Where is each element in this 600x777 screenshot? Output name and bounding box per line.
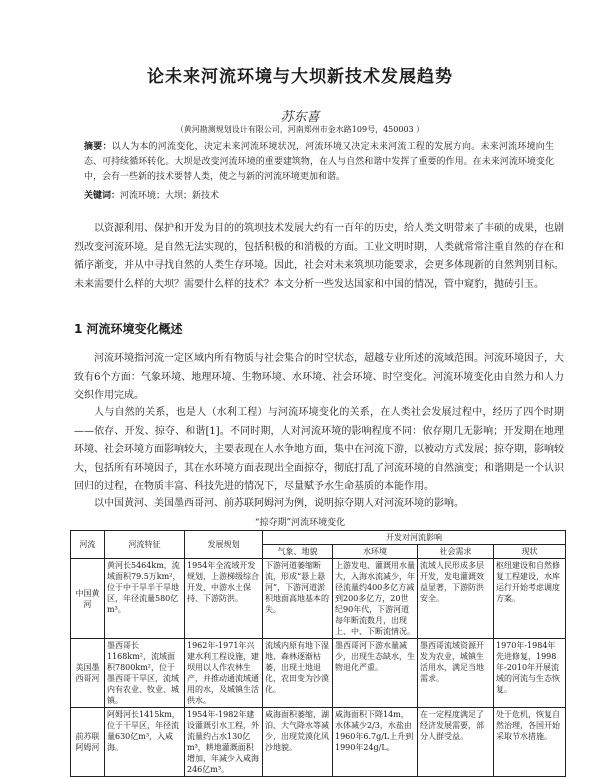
keywords-text: 河流环境；大坝；新技术 xyxy=(120,191,220,201)
table-caption: “掠夺期”河流环境变化 xyxy=(254,518,346,528)
cell-development: 1954年全流域开发规划，上游梯级综合开发、中游水土保持、下游防洪。 xyxy=(185,559,263,639)
cell-social: 流域人民形成多层开发，发电灌溉效益显著，下游防洪安全。 xyxy=(418,559,494,639)
cell-social: 在一定程度满足了经济发展需要，部分人群受益。 xyxy=(418,708,494,777)
cell-water: 上游发电、灌溉用水量大，入海水流减少，年径流量约400多亿方减到200多亿方，20世纪90年代，下游河道每年断流数月，出现上、中、下断流情况。 xyxy=(333,559,418,639)
cell-river: 中国黄河 xyxy=(71,559,105,639)
cell-social: 墨西哥流域资源开发为农业，城镇生活用水，满足当地需求。 xyxy=(418,639,494,708)
cell-water: 墨西哥河下游水量减少，出现生态缺水，生物退化严重。 xyxy=(333,639,418,708)
table-row xyxy=(71,639,566,708)
intro-paragraph: 以资源利用、保护和开发为目的的筑坝技术发展大约有一百年的历史，给人类文明带来了丰硕的成果，也剧烈改变河流环境。是自然无法实现的，包括积极的和消极的方面。工业文明时期，人类就常常注重自然的存在和循序渐变，并从中寻找自然的人类生存环境。因此，社会对未来筑坝功能要求，会更多体现新的自然判别目标。未来需要什么样的大坝？需要什么样的技术？本文分析一些发达国家和中国的情况，管中窥豹，抛砖引玉。 xyxy=(74,223,564,290)
cell-water: 咸海面积下降14m，水体减少2/3，水盐由1960年6.7g/L上升到1990年24g/L。 xyxy=(333,708,418,777)
header-impact-group: 开发对河流影响 xyxy=(263,531,566,545)
header-climate: 气象、地貌 xyxy=(263,545,333,559)
cell-features: 阿姆河长1415km，位于干旱区，年径流量630亿m³，入咸海。 xyxy=(105,708,185,777)
river-environment-table xyxy=(70,530,565,777)
cell-features: 黄河长5464km，流域面积79.5万km²，位于中干旱半干旱地区，年径流量580亿m³。 xyxy=(105,559,185,639)
header-social: 社会需求 xyxy=(418,545,494,559)
cell-development: 1954年-1982年建设灌溉引水工程，外流量约占水130亿m³，耕地灌溉面积增加，年减少入咸海246亿m³。 xyxy=(185,708,263,777)
section-paragraph-2: 人与自然的关系，也是人（水利工程）与河流环境变化的关系，在人类社会发展过程中，经历了四个时期——依存、开发、掠夺、和谐[1]。不同时期，人对河流环境的影响程度不同：依存期几无影响；开发期在地理环境、社会环境方面影响较大，主要表现在人水争地方面，集中在河流下游，以被动方式发展；掠夺期，影响较大，包括所有环境因子，其在水环境方面表现出全面掠夺，彻底打乱了河流环境的自然演变；和谐期是一个认识回归的过程，在物质丰富、科技先进的情况下，尽量赋予水生命基质的本能作用。 xyxy=(74,407,564,492)
header-development: 发展规划 xyxy=(185,531,263,559)
header-water: 水环境 xyxy=(333,545,418,559)
cell-status: 1970年-1984年先进修复，1998年-2010年开展流域的河流与生态恢复。 xyxy=(494,639,566,708)
author-name: 苏东喜 xyxy=(280,110,320,125)
abstract-text: 以人为本的河流变化，决定未来河流环境状况，河流环境又决定未来河流工程的发展方向。未来河流环境向生态、可持续循环转化。大坝是改变河流环境的重要建筑物，在人与自然和谐中发挥了重要的作用。在未来河流环境变化中，会有一些新的技术要替人类，使之与新的河流环境更加和谐。 xyxy=(84,142,554,182)
paper-title: 论未来河流环境与大坝新技术发展趋势 xyxy=(147,67,453,87)
abstract-label: 摘要： xyxy=(84,142,112,152)
table-row xyxy=(71,559,566,639)
section-heading: 1 河流环境变化概述 xyxy=(74,322,183,336)
cell-climate: 咸海面积萎缩，湖泊、大气降水等减少，出现荒漠化风沙地貌。 xyxy=(263,708,333,777)
cell-features: 墨西哥长1168km²，流域面积7800km²，位于墨西哥干旱区，流域内有农业、牧业、城镇。 xyxy=(105,639,185,708)
author-affiliation: （黄河勘测规划设计有限公司，河南郑州市金水路109号，450003 ） xyxy=(175,125,425,134)
cell-river: 前苏联阿姆河 xyxy=(71,708,105,777)
keywords xyxy=(84,188,554,201)
cell-climate: 流域内原有地下湿地、森林逐渐枯萎，出现土地退化，农田变为沙漠化。 xyxy=(263,639,333,708)
header-status: 现状 xyxy=(494,545,566,559)
section-paragraph-1: 河流环境指河流一定区域内所有物质与社会集合的时空状态，超越专业所述的流域范围。河流环境因子，大致有6个方面：气象环境、地理环境、生物环境、水环境、社会环境、时空变化。河流环境变化由自然力和人力交织作用完成。 xyxy=(74,353,564,401)
header-features: 河流特征 xyxy=(105,531,185,559)
keywords-label: 关键词： xyxy=(84,191,121,201)
header-river: 河流 xyxy=(71,531,105,559)
section-paragraph-3: 以中国黄河、美国墨西哥河、前苏联阿姆河为例，说明掠夺期人对河流环境的影响。 xyxy=(94,498,464,509)
cell-river: 美国墨西哥河 xyxy=(71,639,105,708)
abstract xyxy=(84,140,554,185)
cell-development: 1962年-1971年兴建水利工程设施，建坝用以人作农林生产，并推动通流域通用的水，及城镇生活供水。 xyxy=(185,639,263,708)
cell-status: 枢纽建设和自然修复工程建设，水库运行开始考虑调度方案。 xyxy=(494,559,566,639)
cell-status: 处于危机，恢复自然治理，各国开始采取节水措施。 xyxy=(494,708,566,777)
table-row xyxy=(71,708,566,777)
cell-climate: 下游河道萎缩断流，形成“悬上悬河”，下游河道淤积地面高地基本的失。 xyxy=(263,559,333,639)
